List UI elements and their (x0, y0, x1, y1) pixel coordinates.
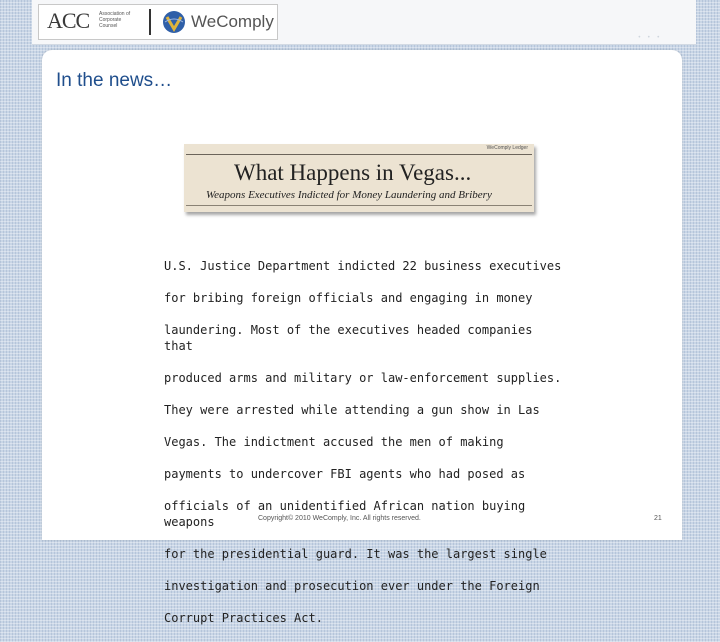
clipping-top-rule (186, 154, 532, 155)
clipping-paper (184, 144, 534, 212)
slide-title: In the news… (56, 70, 173, 91)
article-line: laundering. Most of the executives headed companies that (164, 323, 533, 353)
page-number: 21 (654, 515, 662, 522)
logo-divider (149, 9, 151, 35)
article-line: officials of an unidentified African nation buying weapons (164, 499, 526, 529)
clipping-bottom-rule (186, 205, 532, 206)
logo-banner (38, 4, 278, 40)
article-line: They were arrested while attending a gun show in Las (164, 403, 540, 417)
article-line: for bribing foreign officials and engaging in money (164, 291, 533, 305)
article-line: investigation and prosecution ever under the Foreign (164, 579, 540, 593)
acc-logo-subtext: Association of Corporate Counsel (99, 11, 131, 29)
article-line: payments to undercover FBI agents who had posed as (164, 467, 526, 481)
article-line: for the presidential guard. It was the largest single (164, 547, 547, 561)
wecomply-globe-icon (161, 8, 187, 40)
article-line: U.S. Justice Department indicted 22 business executives (164, 259, 562, 273)
clipping-source: WeComply Ledger (486, 145, 528, 151)
article-line: Corrupt Practices Act. (164, 611, 323, 625)
clipping-subheadline: Weapons Executives Indicted for Money Laundering and Bribery (206, 189, 492, 201)
wecomply-logo: WeComply (191, 12, 274, 31)
acc-logo: ACC (47, 8, 90, 33)
footer-copyright: Copyright© 2010 WeComply, Inc. All rights reserved. (258, 515, 421, 522)
clipping-headline: What Happens in Vegas... (234, 160, 472, 185)
article-line: produced arms and military or law-enforcement supplies. (164, 371, 562, 385)
article-body (164, 242, 564, 642)
newspaper-clipping (184, 144, 538, 216)
article-line: Vegas. The indictment accused the men of making (164, 435, 504, 449)
decorative-dots: • • • (637, 34, 662, 41)
